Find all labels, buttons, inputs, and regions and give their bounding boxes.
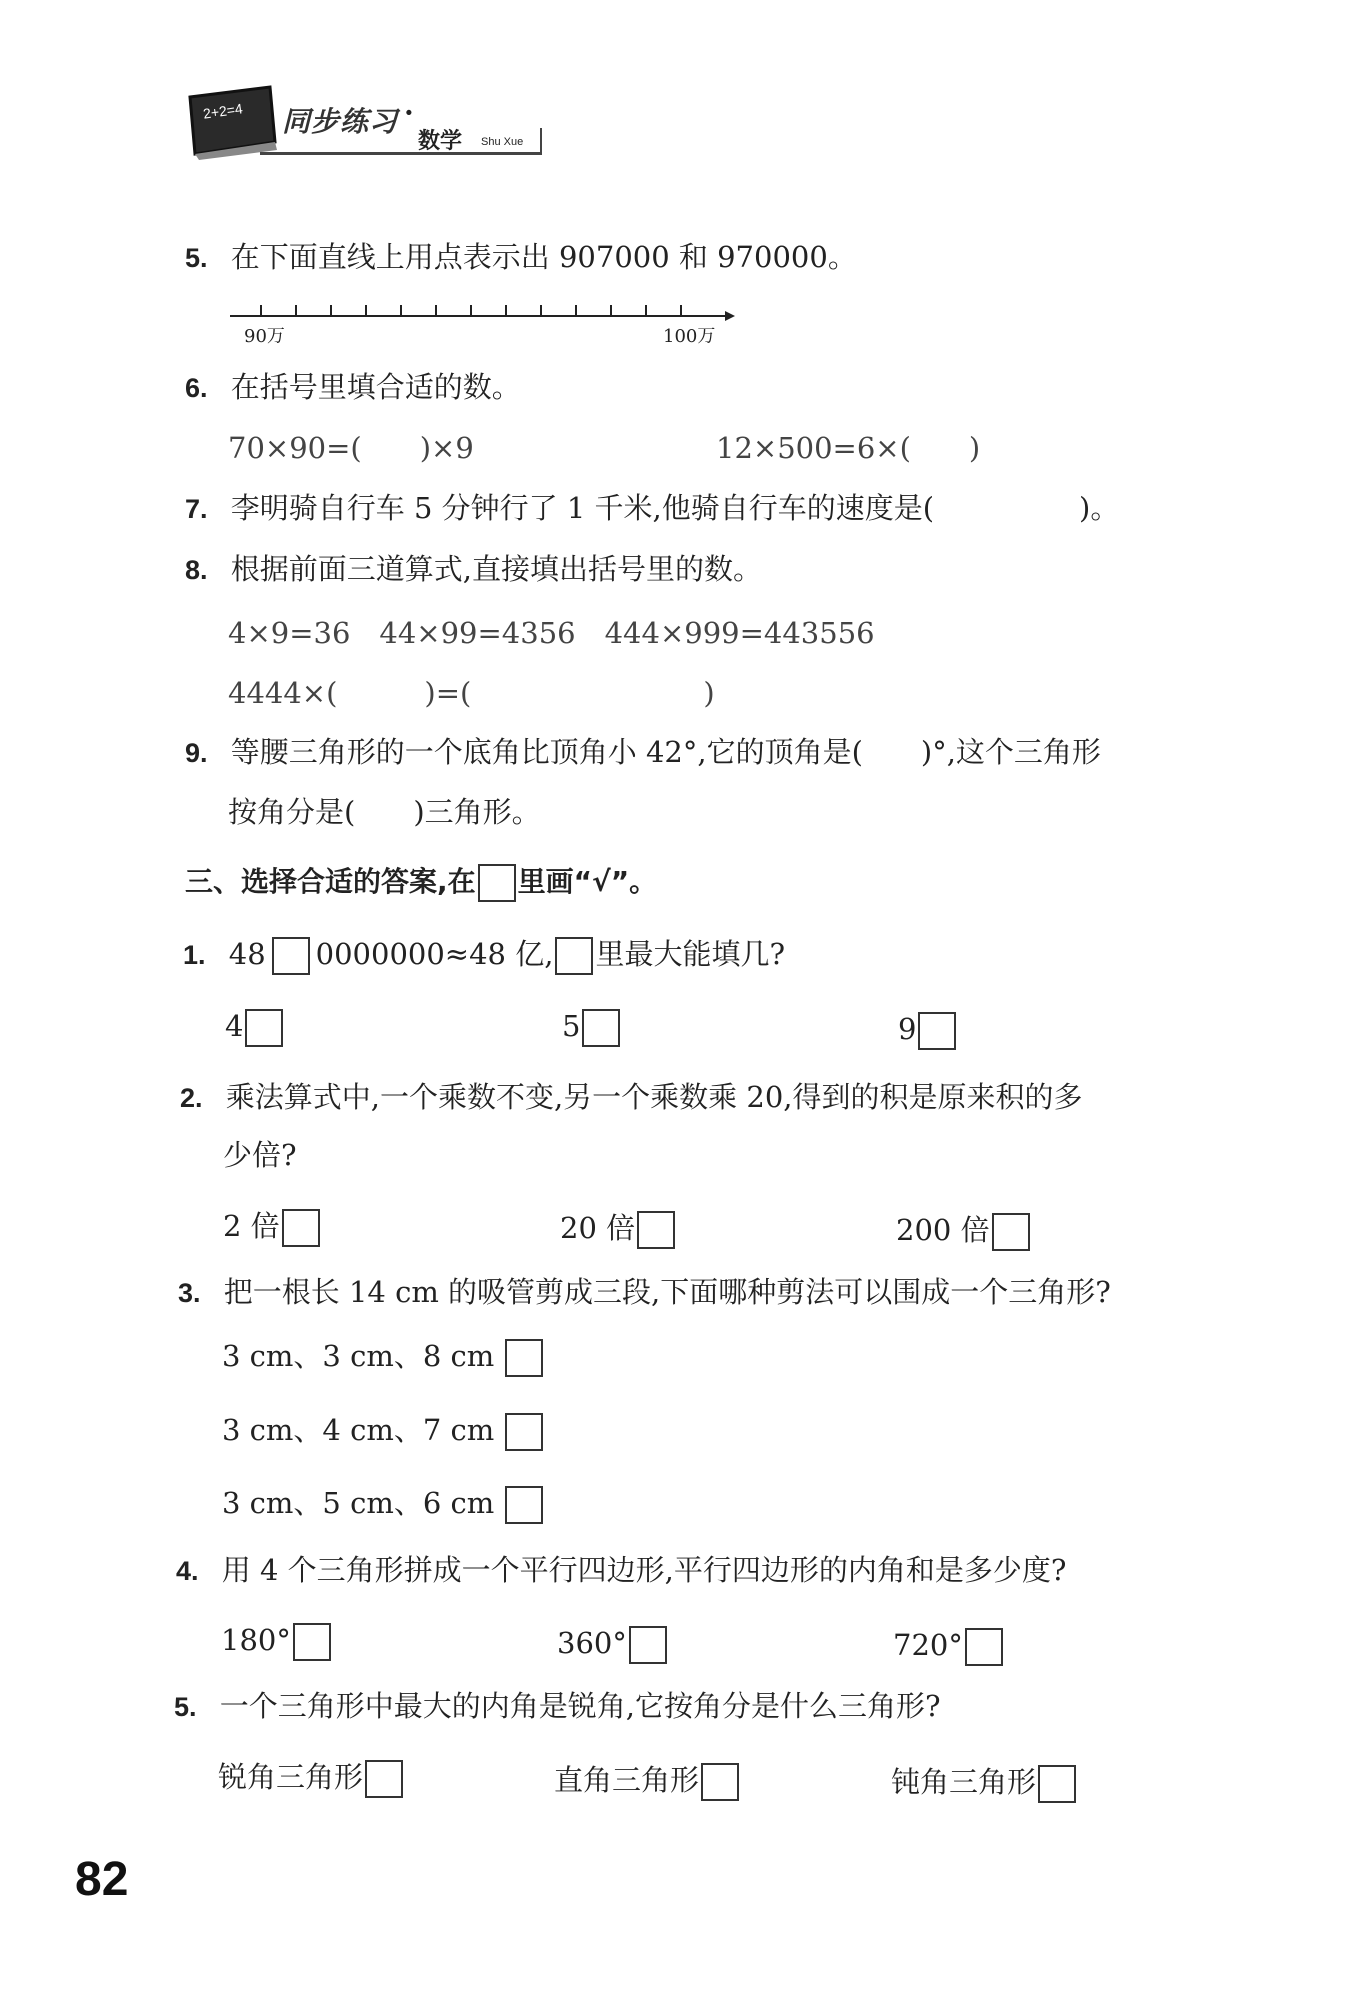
option-label: 20 倍 (560, 1211, 636, 1245)
option-label: 200 倍 (896, 1213, 990, 1247)
blank-box (555, 937, 593, 975)
choice-question-2-continued: 少倍? (223, 1138, 297, 1172)
option-q4-b[interactable] (557, 1623, 667, 1664)
q6-equation-1[interactable]: 70×90=( )×9 (228, 431, 474, 465)
number-line[interactable] (225, 296, 735, 326)
question-text: 用 4 个三角形拼成一个平行四边形,平行四边形的内角和是多少度? (221, 1553, 1067, 1587)
question-text: 一个三角形中最大的内角是锐角,它按角分是什么三角形? (219, 1689, 941, 1723)
question-7 (185, 488, 1119, 529)
option-label: 5 (562, 1009, 581, 1043)
option-label: 锐角三角形 (218, 1760, 364, 1794)
checkbox[interactable] (505, 1486, 543, 1524)
section-heading-pre: 三、选择合适的答案,在 (185, 865, 476, 898)
question-text: 根据前面三道算式,直接填出括号里的数。 (230, 552, 762, 586)
option-q2-b[interactable] (560, 1208, 675, 1249)
question-number: 8. (185, 555, 208, 585)
option-label: 钝角三角形 (891, 1765, 1037, 1799)
checkbox[interactable] (582, 1009, 620, 1047)
option-q2-a[interactable] (223, 1206, 320, 1247)
choice-question-4 (176, 1550, 1066, 1591)
checkbox[interactable] (701, 1763, 739, 1801)
option-label: 2 倍 (223, 1209, 280, 1243)
checkbox[interactable] (365, 1760, 403, 1798)
checkbox[interactable] (505, 1339, 543, 1377)
option-q5-a[interactable] (218, 1757, 403, 1798)
checkbox[interactable] (245, 1009, 283, 1047)
question-text: 在括号里填合适的数。 (230, 370, 521, 404)
header-pinyin: Shu Xue (481, 136, 524, 148)
choice-question-5 (174, 1686, 941, 1727)
checkbox-sample (478, 864, 516, 902)
checkbox[interactable] (965, 1628, 1003, 1666)
option-label: 3 cm、3 cm、8 cm (222, 1339, 495, 1373)
option-q3-c[interactable] (222, 1483, 543, 1524)
question-text: 把一根长 14 cm 的吸管剪成三段,下面哪种剪法可以围成一个三角形? (223, 1275, 1111, 1309)
header-right-tick (540, 128, 542, 154)
checkbox[interactable] (992, 1213, 1030, 1251)
option-q4-a[interactable] (221, 1620, 331, 1661)
checkbox[interactable] (637, 1211, 675, 1249)
q6-equation-2[interactable]: 12×500=6×( ) (716, 431, 981, 465)
option-label: 360° (557, 1626, 627, 1660)
option-label: 4 (225, 1009, 244, 1043)
question-text-a: 48 (228, 937, 266, 971)
question-8 (185, 549, 762, 590)
question-text-c: 里最大能填几? (595, 937, 786, 971)
question-5 (185, 237, 857, 278)
header-underline (260, 152, 542, 155)
option-q5-b[interactable] (554, 1760, 739, 1801)
question-number: 7. (185, 494, 208, 524)
checkbox[interactable] (282, 1209, 320, 1247)
option-q1-b[interactable] (562, 1006, 620, 1047)
option-label: 720° (893, 1628, 963, 1662)
option-label: 180° (221, 1623, 291, 1657)
question-number: 1. (183, 940, 206, 970)
header-subject: 数学 (418, 129, 463, 154)
question-text: 乘法算式中,一个乘数不变,另一个乘数乘 20,得到的积是原来积的多 (225, 1080, 1083, 1114)
checkbox[interactable] (629, 1626, 667, 1664)
blackboard-text: 2+2=4 (202, 100, 244, 122)
question-number: 5. (185, 243, 208, 273)
axis-label-left: 90万 (244, 326, 285, 347)
option-q1-a[interactable] (225, 1006, 283, 1047)
page-number: 82 (75, 1853, 129, 1906)
option-q2-c[interactable] (896, 1210, 1030, 1251)
question-9-continued[interactable]: 按角分是( )三角形。 (228, 795, 541, 829)
option-q3-b[interactable] (222, 1410, 543, 1451)
blank-box (272, 937, 310, 975)
header-dot: · (404, 96, 414, 129)
question-text: 在下面直线上用点表示出 907000 和 970000。 (230, 240, 857, 274)
option-label: 3 cm、4 cm、7 cm (222, 1413, 495, 1447)
section-3-heading (185, 862, 657, 902)
question-number: 3. (178, 1278, 201, 1308)
header-title: 同步练习 (282, 105, 399, 138)
option-label: 9 (898, 1012, 917, 1046)
question-9 (185, 732, 1101, 773)
checkbox[interactable] (1038, 1765, 1076, 1803)
checkbox[interactable] (505, 1413, 543, 1451)
question-number: 6. (185, 373, 208, 403)
q8-equations: 4×9=36 44×99=4356 444×999=443556 (228, 616, 875, 650)
option-q1-c[interactable] (898, 1009, 956, 1050)
blackboard-icon (185, 82, 280, 162)
question-number: 2. (180, 1083, 203, 1113)
choice-question-2 (180, 1077, 1083, 1118)
axis-label-right: 100万 (663, 326, 716, 347)
checkbox[interactable] (293, 1623, 331, 1661)
checkbox[interactable] (918, 1012, 956, 1050)
question-number: 4. (176, 1556, 199, 1586)
option-label: 3 cm、5 cm、6 cm (222, 1486, 495, 1520)
question-text[interactable]: 李明骑自行车 5 分钟行了 1 千米,他骑自行车的速度是( )。 (230, 491, 1120, 525)
question-text[interactable]: 等腰三角形的一个底角比顶角小 42°,它的顶角是( )°,这个三角形 (230, 735, 1101, 769)
question-6 (185, 367, 521, 408)
choice-question-1 (183, 934, 785, 975)
option-q4-c[interactable] (893, 1625, 1003, 1666)
option-q5-c[interactable] (891, 1762, 1076, 1803)
choice-question-3 (178, 1272, 1111, 1313)
question-number: 5. (174, 1692, 197, 1722)
option-q3-a[interactable] (222, 1336, 543, 1377)
section-heading-post: 里画“√”。 (517, 865, 658, 898)
option-label: 直角三角形 (554, 1763, 700, 1797)
question-text-b: 0000000≈48 亿, (315, 937, 554, 971)
q8-answer-line[interactable]: 4444×( )=( ) (228, 676, 715, 710)
question-number: 9. (185, 738, 208, 768)
